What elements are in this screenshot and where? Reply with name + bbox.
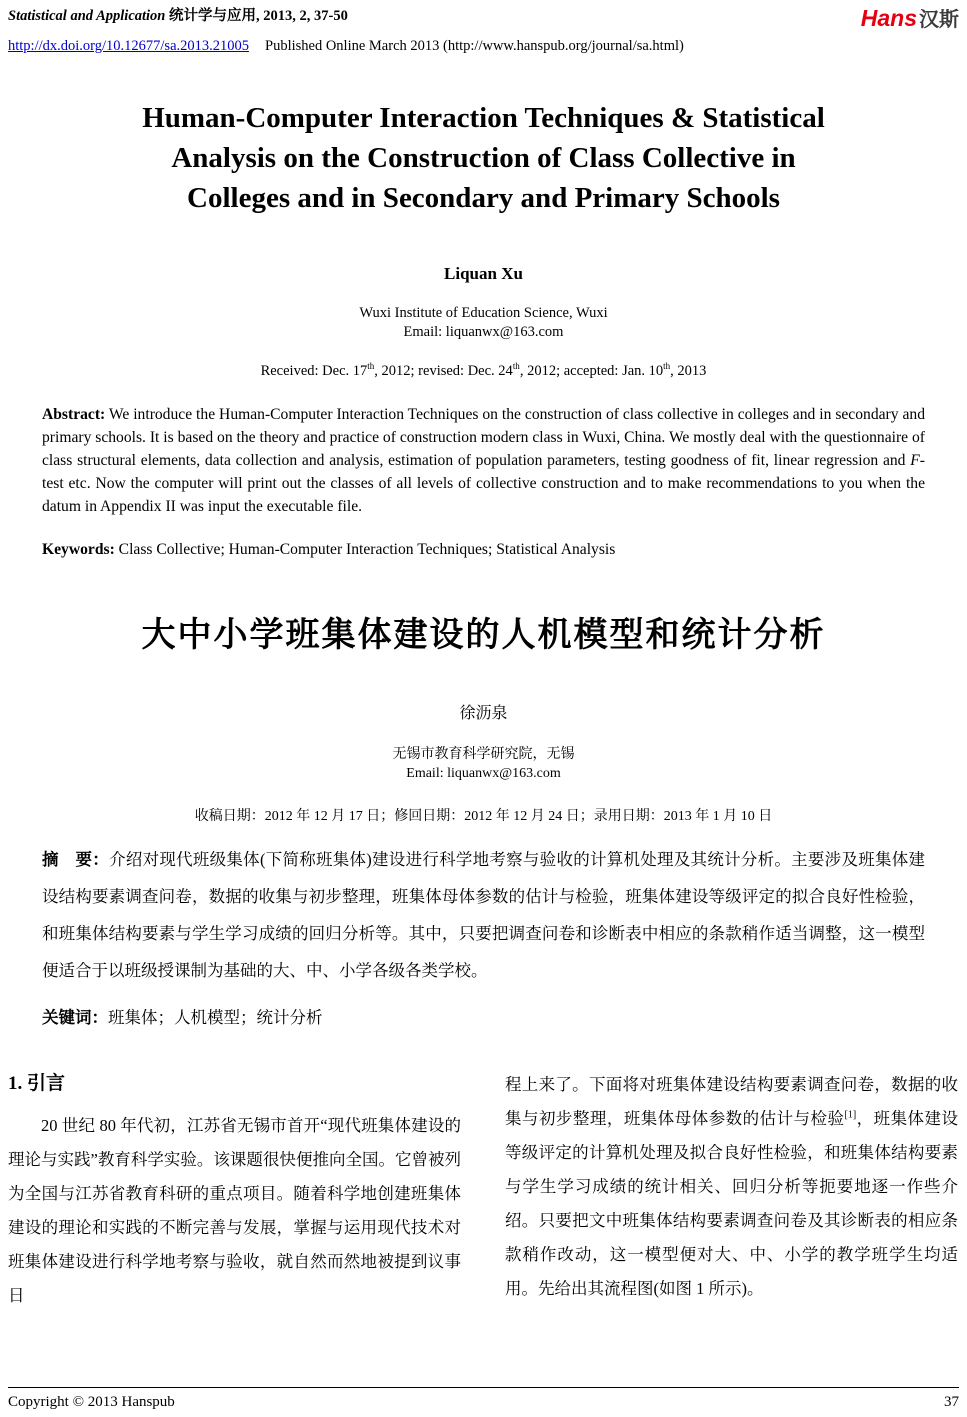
abstract-label-cn: 摘 要： <box>42 850 110 869</box>
keywords-text-cn: 班集体；人机模型；统计分析 <box>108 1007 323 1027</box>
ordinal-sup: th <box>663 361 671 372</box>
journal-name: Statistical and Application <box>8 8 166 24</box>
ordinal-sup: th <box>367 361 375 372</box>
citation-ref-1: [1] <box>844 1109 857 1120</box>
email-line-en: Email: liquanwx@163.com <box>403 324 564 340</box>
f-test-italic: F <box>910 452 920 469</box>
author-name-en: Liquan Xu <box>444 264 523 283</box>
abstract-label-en: Abstract: <box>42 406 106 423</box>
title-line: Human-Computer Interaction Techniques & Statistical <box>142 102 825 134</box>
ordinal-sup: th <box>512 361 520 372</box>
body-paragraph-left: 20 世纪 80 年代初，江苏省无锡市首开“现代班集体建设的理论与实践”教育科学实验。该课题很快便推向全国。它曾被列为全国与江苏省教育科研的重点项目。随着科学地创建班集体建设的理论和实践的不断完善与发展，掌握与运用现代技术对班集体建设进行科学地考察与验收，就自然而然地被提到议事日 <box>8 1115 461 1305</box>
hans-logo-cn: 汉斯 <box>919 9 959 31</box>
abstract-text: We introduce the Human-Computer Interaction Techniques on the construction of class collective in colleges and in secondary and primary schools. It is based on the theory and practice of construction modern class in Wuxi, China. We mostly deal with the questionnaire of class structural elements, data collection and analysis, estimation of population parameters, testing goodness of fit, linear regression and <box>42 406 925 469</box>
journal-issue-info: 统计学与应用, 2013, 2, 37-50 <box>165 8 348 24</box>
abstract-text-cn: 介绍对现代班级集体(下简称班集体)建设进行科学地考察与验收的计算机处理及其统计分析。主要涉及班集体建设结构要素调查问卷，数据的收集与初步整理，班集体母体参数的估计与检验，班集体建设等级评定的拟合良好性检验，和班集体结构要素与学生学习成绩的回归分析等。其中，只要把调查问卷和诊断表中相应的条款稍作适当调整，这一模型便适合于以班级授课制为基础的大、中、小学各级各类学校。 <box>42 850 925 980</box>
affiliation-line: Wuxi Institute of Education Science, Wuxi <box>359 305 608 321</box>
email-line-cn: Email: liquanwx@163.com <box>406 766 561 781</box>
journal-header <box>8 6 959 34</box>
title-line: Analysis on the Construction of Class Collective in <box>171 142 796 174</box>
keywords-text-en: Class Collective; Human-Computer Interaction Techniques; Statistical Analysis <box>114 541 616 558</box>
affiliation-en <box>8 304 959 342</box>
abstract-cn <box>42 841 925 989</box>
column-right <box>505 1068 958 1313</box>
received-dates-cn: 收稿日期：2012 年 12 月 17 日；修回日期：2012 年 12 月 24 日；录用日期：2013 年 1 月 10 日 <box>194 809 773 824</box>
keywords-label-cn: 关键词： <box>42 1007 108 1027</box>
received-dates-en <box>8 363 959 380</box>
published-online-text: Published Online March 2013 (http://www.hanspub.org/journal/sa.html) <box>265 38 684 54</box>
received-text: , 2013 <box>670 363 707 379</box>
keywords-label-en: Keywords: <box>42 541 115 558</box>
keywords-en <box>42 541 925 559</box>
affiliation-line-cn: 无锡市教育科学研究院，无锡 <box>392 747 575 762</box>
body-text: ，班集体建设等级评定的计算机处理及拟合良好性检验，和班集体结构要素与学生学习成绩的统计相关、回归分析等扼要地逐一作些介绍。只要把文中班集体结构要素调查问卷及其诊断表的相应条款稍作改动，这一模型便对大、中、小学的教学班学生均适用。先给出其流程图(如图 1 所示)。 <box>505 1108 959 1298</box>
abstract-text: -test etc. Now the computer will print out the classes of all levels of collective construction and to make recommendations to you when the datum in Appendix II was input the executable file. <box>42 452 925 515</box>
doi-link[interactable]: http://dx.doi.org/10.12677/sa.2013.21005 <box>8 38 249 54</box>
article-title-cn: 大中小学班集体建设的人机模型和统计分析 <box>141 617 826 654</box>
page-footer <box>8 1387 959 1411</box>
received-text: Received: Dec. 17 <box>260 363 368 379</box>
received-text: , 2012; revised: Dec. 24 <box>374 363 513 379</box>
header-links-row <box>8 37 959 56</box>
hans-logo <box>861 6 959 34</box>
affiliation-cn <box>8 745 959 783</box>
hans-logo-en: Hans <box>860 5 917 31</box>
body-columns <box>8 1068 959 1313</box>
journal-citation <box>8 6 348 26</box>
keywords-cn <box>42 1006 925 1030</box>
title-line: Colleges and in Secondary and Primary Schools <box>187 182 780 214</box>
column-left <box>8 1068 461 1313</box>
body-paragraph-right <box>505 1068 958 1306</box>
author-name-cn: 徐沥泉 <box>459 705 508 722</box>
section-1-heading: 1. 引言 <box>8 1072 66 1094</box>
page-number: 37 <box>944 1394 959 1410</box>
received-text: , 2012; accepted: Jan. 10 <box>519 363 664 379</box>
copyright-text: Copyright © 2013 Hanspub <box>8 1394 175 1410</box>
article-title-en <box>8 98 959 218</box>
body-text: 程上来了。下面将对班集体建设结构要素调查问卷，数据的收集与初步整理，班集体母体参数的估计与检验 <box>505 1074 958 1128</box>
abstract-en <box>42 403 925 518</box>
